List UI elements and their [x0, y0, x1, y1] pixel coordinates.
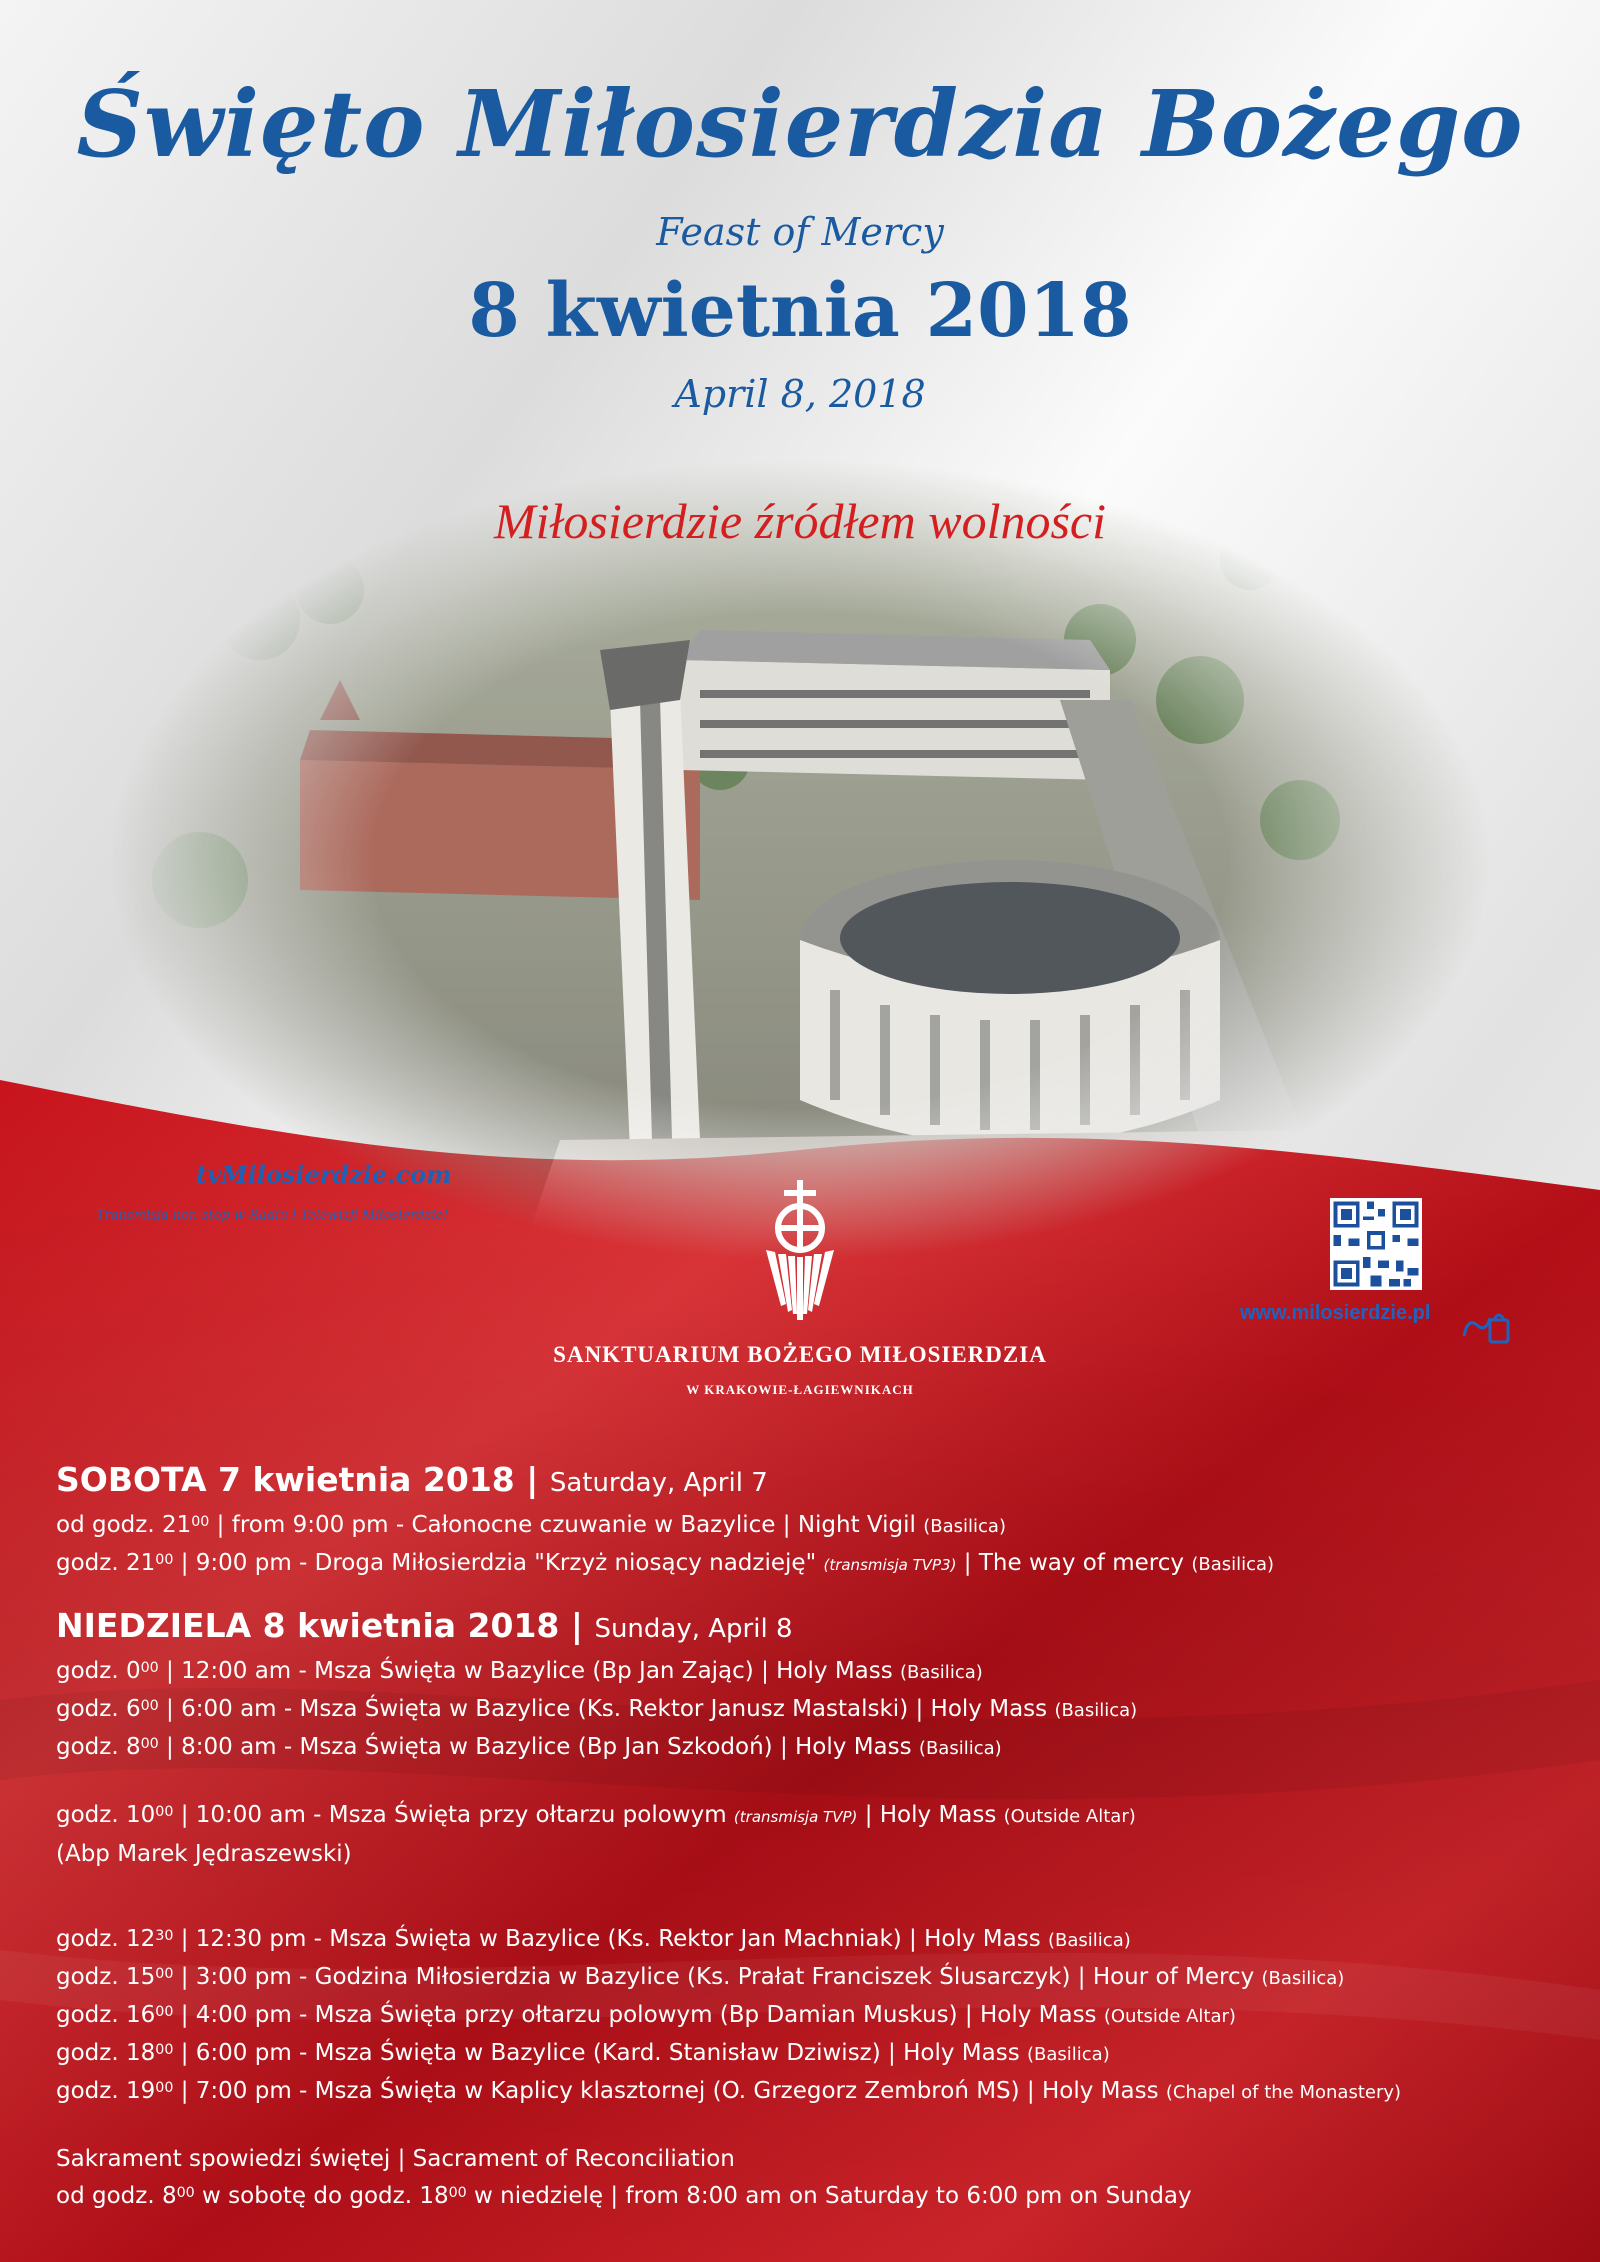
schedule-row: godz. $19^{00}$ | 7:00 pm - Msza Święta w Kaplicy klasztornej (O. Grzegorz Zembroń MS) | Holy Mass (Chapel of the Monastery)	[56, 2078, 1402, 2104]
sanctuary-name: SANKTUARIUM BOŻEGO MIŁOSIERDZIA	[553, 1342, 1047, 1367]
shopping-bag-icon[interactable]	[1462, 1296, 1512, 1348]
schedule	[56, 1456, 1576, 2215]
schedule-row: godz. $12^{30}$ | 12:30 pm - Msza Święta w Bazylice (Ks. Rektor Jan Machniak) | Holy Mass (Basilica)	[56, 1926, 1131, 1952]
website-link[interactable]: www.milosierdzie.pl	[1240, 1302, 1431, 1324]
sanctuary-logo-icon	[748, 1180, 852, 1330]
schedule-row: godz. $21^{00}$ | 9:00 pm - Droga Miłosierdzia "Krzyż niosący nadzieję" (transmisja TVP3) | The way of mercy (Basilica)	[56, 1550, 1275, 1576]
tv-tagline: Transmisja non-stop w Radiu i Telewizji Miłosierdzie!	[96, 1208, 449, 1223]
schedule-row: godz. $6^{00}$ | 6:00 am - Msza Święta w Bazylice (Ks. Rektor Janusz Mastalski) | Holy Mass (Basilica)	[56, 1696, 1138, 1722]
event-motto: Miłosierdzie źródłem wolności	[493, 493, 1106, 549]
qr-code-icon[interactable]	[1330, 1198, 1422, 1290]
schedule-row: godz. $18^{00}$ | 6:00 pm - Msza Święta w Bazylice (Kard. Stanisław Dziwisz) | Holy Mass (Basilica)	[56, 2040, 1110, 2066]
schedule-row-continued: (Abp Marek Jędraszewski)	[56, 1841, 352, 1867]
schedule-row: godz. $8^{00}$ | 8:00 am - Msza Święta w Bazylice (Bp Jan Szkodoń) | Holy Mass (Basilica)	[56, 1734, 1002, 1760]
sunday-heading: NIEDZIELA 8 kwietnia 2018 | Sunday, April 8	[56, 1606, 793, 1645]
schedule-row: od godz. $21^{00}$ | from 9:00 pm - Całonocne czuwanie w Bazylice | Night Vigil (Basilica)	[56, 1512, 1006, 1538]
event-date-en: April 8, 2018	[674, 372, 926, 416]
event-subtitle-en: Feast of Mercy	[656, 210, 944, 254]
sanctuary-location: W KRAKOWIE-ŁAGIEWNIKACH	[686, 1382, 914, 1397]
schedule-row: godz. $15^{00}$ | 3:00 pm - Godzina Miłosierdzia w Bazylice (Ks. Prałat Franciszek Ślusarczyk) | Hour of Mercy (Basilica)	[56, 1964, 1345, 1990]
confession-title: Sakrament spowiedzi świętej | Sacrament of Reconciliation	[56, 2146, 735, 2172]
event-date: 8 kwietnia 2018	[468, 268, 1132, 354]
event-title: Święto Miłosierdzia Bożego	[76, 70, 1524, 178]
schedule-row: godz. $10^{00}$ | 10:00 am - Msza Święta przy ołtarzu polowym (transmisja TVP) | Holy Mass (Outside Altar)	[56, 1802, 1136, 1828]
tv-website-link[interactable]: tvMilosierdzie.com	[196, 1160, 452, 1189]
saturday-heading: SOBOTA 7 kwietnia 2018 | Saturday, April 7	[56, 1460, 768, 1499]
confession-hours: od godz. $8^{00}$ w sobotę do godz. $18^{00}$ w niedzielę | from 8:00 am on Saturday to 6:00 pm on Sunday	[56, 2183, 1192, 2209]
schedule-row: godz. $16^{00}$ | 4:00 pm - Msza Święta przy ołtarzu polowym (Bp Damian Muskus) | Holy Mass (Outside Altar)	[56, 2002, 1236, 2028]
schedule-row: godz. $0^{00}$ | 12:00 am - Msza Święta w Bazylice (Bp Jan Zając) | Holy Mass (Basilica)	[56, 1658, 983, 1684]
